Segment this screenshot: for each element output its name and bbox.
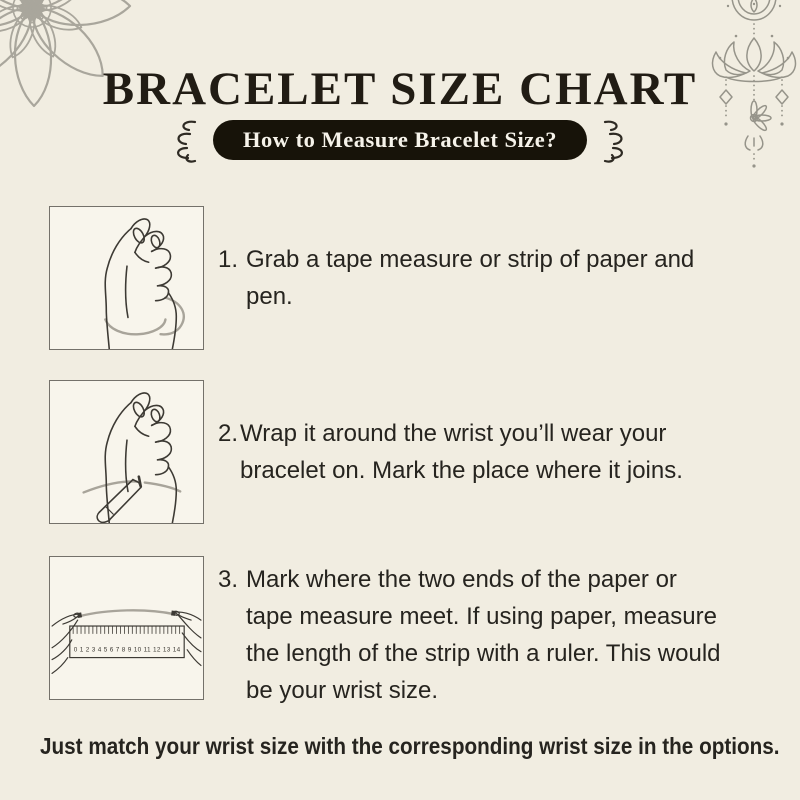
banner-row [0, 117, 800, 163]
step-1-text: Grab a tape measure or strip of paper and pen. [246, 246, 695, 310]
step-2-text: Wrap it around the wrist you’ll wear your bracelet on. Mark the place where it joins. [240, 420, 683, 484]
flourish-right-icon [599, 117, 633, 163]
step-1-text-block [218, 241, 724, 315]
step-3-number: 3. [218, 566, 239, 593]
step-3-text: Mark where the two ends of the paper or tape measure meet. If using paper, measure the length of the strip with a ruler. This would be your wrist size. [246, 566, 721, 704]
step-1-number: 1. [218, 246, 239, 273]
step-row-1 [49, 206, 775, 350]
page-title: BRACELET SIZE CHART [102, 63, 698, 115]
fist-with-tape-measure-icon [49, 206, 204, 350]
step-3-text-block [218, 561, 724, 709]
banner-badge: How to Measure Bracelet Size? [213, 120, 587, 160]
step-row-2 [49, 380, 775, 524]
fist-with-marker-pen-icon [49, 380, 204, 524]
ruler-numbers: 0 1 2 3 4 5 6 7 8 9 10 11 12 13 14 [73, 646, 181, 654]
step-2-number: 2. [218, 420, 239, 447]
footer-note: Just match your wrist size with the corresponding wrist size in the options. [40, 733, 780, 759]
flourish-left-icon [167, 117, 201, 163]
hands-ruler-strip-icon [49, 556, 204, 700]
step-2-text-block [218, 415, 718, 489]
step-row-3 [49, 556, 775, 704]
